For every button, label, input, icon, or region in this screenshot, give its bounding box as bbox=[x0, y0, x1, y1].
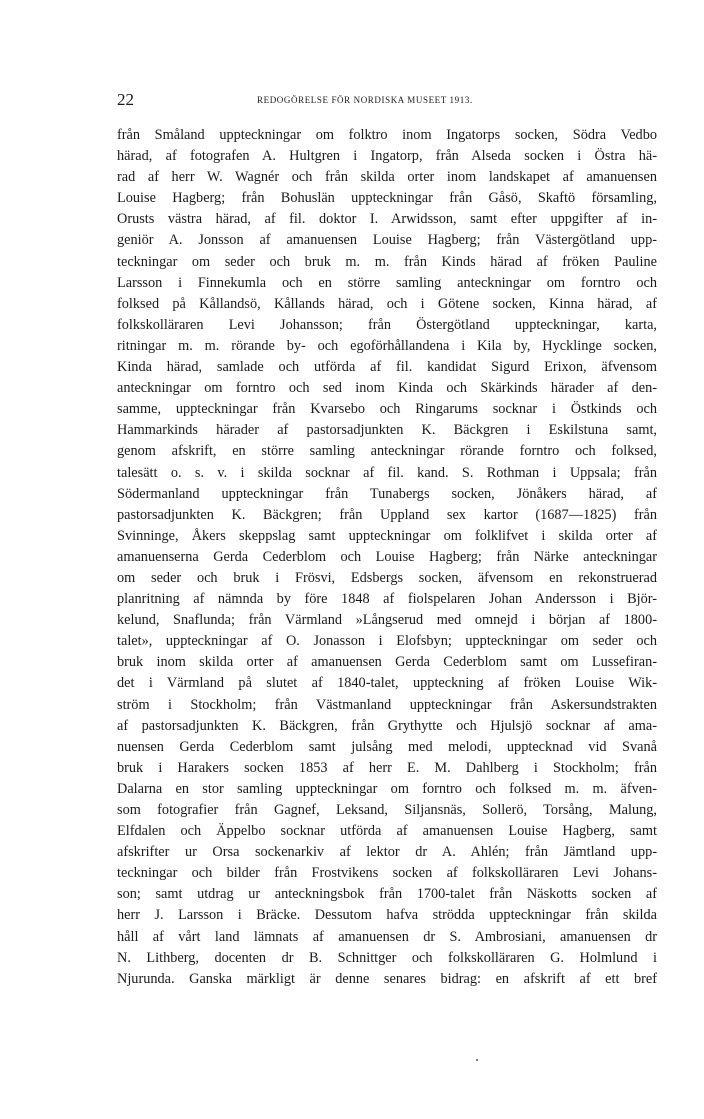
text-line: teckningar om seder och bruk m. m. från Kinds härad af fröken Pauline bbox=[117, 253, 657, 270]
text-line: kelund, Snaflunda; från Värmland »Långserud med omnejd i början af 1800- bbox=[117, 612, 657, 629]
text-line: nuensen Gerda Cederblom samt julsång med melodi, upptecknad vid Svanå bbox=[117, 738, 657, 755]
text-line: rad af herr W. Wagnér och från skilda orter inom landskapet af amanuensen bbox=[117, 169, 657, 186]
text-line: Dalarna en stor samling uppteckningar om forntro och folksed m. m. äfven- bbox=[117, 780, 657, 797]
text-line: Orusts västra härad, af fil. doktor I. Arwidsson, samt efter uppgifter af in- bbox=[117, 211, 657, 228]
text-line: teckningar och bilder från Frostvikens socken af folkskolläraren Levi Johans- bbox=[117, 865, 657, 882]
scan-speck bbox=[476, 1059, 478, 1061]
text-line: bruk i Harakers socken 1853 af herr E. M. Dahlberg i Stockholm; från bbox=[117, 759, 657, 776]
text-line: Louise Hagberg; från Bohuslän uppteckningar från Gåsö, Skaftö församling, bbox=[117, 190, 657, 207]
text-line: herr J. Larsson i Bräcke. Dessutom hafva strödda uppteckningar från skilda bbox=[117, 907, 657, 924]
text-line: folksed på Kållandsö, Kållands härad, och i Götene socken, Kinna härad, af bbox=[117, 295, 657, 312]
text-line: Kinda härad, samlade och utförda af fil. kandidat Sigurd Erixon, äfvensom bbox=[117, 359, 657, 376]
text-line: anteckningar om forntro och sed inom Kinda och Skärkinds härader af den- bbox=[117, 380, 657, 397]
text-line: Hammarkinds härader af pastorsadjunkten K. Bäckgren i Eskilstuna samt, bbox=[117, 422, 657, 439]
text-line: Elfdalen och Äppelbo socknar utförda af amanuensen Louise Hagberg, samt bbox=[117, 823, 657, 840]
text-line: af pastorsadjunkten K. Bäckgren, från Grythytte och Hjulsjö socknar af ama- bbox=[117, 717, 657, 734]
text-line: det i Värmland på slutet af 1840-talet, uppteckning af fröken Louise Wik- bbox=[117, 675, 657, 692]
text-line: Södermanland uppteckningar från Tunabergs socken, Jönåkers härad, af bbox=[117, 485, 657, 502]
text-line: genom afskrift, en större samling anteckningar rörande forntro och folksed, bbox=[117, 443, 657, 460]
body-text bbox=[117, 125, 657, 990]
text-line: talesätt o. s. v. i skilda socknar af fil. kand. S. Rothman i Uppsala; från bbox=[117, 464, 657, 481]
text-line: samme, uppteckningar från Kvarsebo och Ringarums socknar i Östkinds och bbox=[117, 401, 657, 418]
text-line: afskrifter ur Orsa sockenarkiv af lektor dr A. Ahlén; från Jämtland upp- bbox=[117, 844, 657, 861]
text-line: ritningar m. m. rörande by- och egoförhållandena i Kila by, Hycklinge socken, bbox=[117, 337, 657, 354]
text-line: håll af vårt land lämnats af amanuensen dr S. Ambrosiani, amanuensen dr bbox=[117, 928, 657, 945]
text-line: geniör A. Jonsson af amanuensen Louise Hagberg; från Västergötland upp- bbox=[117, 232, 657, 249]
text-line: härad, af fotografen A. Hultgren i Ingatorp, från Alseda socken i Östra hä- bbox=[117, 148, 657, 165]
page-number: 22 bbox=[117, 90, 134, 109]
text-line: talet», uppteckningar af O. Jonasson i Elofsbyn; uppteckningar om seder och bbox=[117, 633, 657, 650]
text-line: planritning af nämnda by före 1848 af fiolspelaren Johan Andersson i Björ- bbox=[117, 591, 657, 608]
running-head: REDOGÖRELSE FÖR NORDISKA MUSEET 1913. bbox=[257, 95, 473, 105]
text-line: N. Lithberg, docenten dr B. Schnittger och folkskolläraren G. Holmlund i bbox=[117, 949, 657, 966]
text-line: amanuenserna Gerda Cederblom och Louise Hagberg; från Närke anteckningar bbox=[117, 548, 657, 565]
text-line: folkskolläraren Levi Johansson; från Östergötland uppteckningar, karta, bbox=[117, 316, 657, 333]
text-line: som fotografier från Gagnef, Leksand, Siljansnäs, Sollerö, Torsång, Malung, bbox=[117, 802, 657, 818]
text-line: bruk inom skilda orter af amanuensen Gerda Cederblom samt om Lussefiran- bbox=[117, 654, 657, 671]
text-line: från Småland uppteckningar om folktro inom Ingatorps socken, Södra Vedbo bbox=[117, 127, 657, 143]
text-line: pastorsadjunkten K. Bäckgren; från Uppland sex kartor (1687—1825) från bbox=[117, 506, 657, 523]
text-line: om seder och bruk i Frösvi, Edsbergs socken, äfvensom en rekonstruerad bbox=[117, 569, 657, 586]
text-line: Svinninge, Åkers skeppslag samt uppteckningar om folklifvet i skilda orter af bbox=[117, 527, 657, 544]
page-header bbox=[117, 89, 657, 111]
text-line: Larsson i Finnekumla och en större samling anteckningar om forntro och bbox=[117, 274, 657, 291]
text-line: Njurunda. Ganska märkligt är denne senares bidrag: en afskrift af ett bref bbox=[117, 970, 657, 987]
text-line: son; samt utdrag ur anteckningsbok från 1700-talet från Näskotts socken af bbox=[117, 886, 657, 903]
text-line: ström i Stockholm; från Västmanland uppteckningar från Askersundstrakten bbox=[117, 696, 657, 713]
